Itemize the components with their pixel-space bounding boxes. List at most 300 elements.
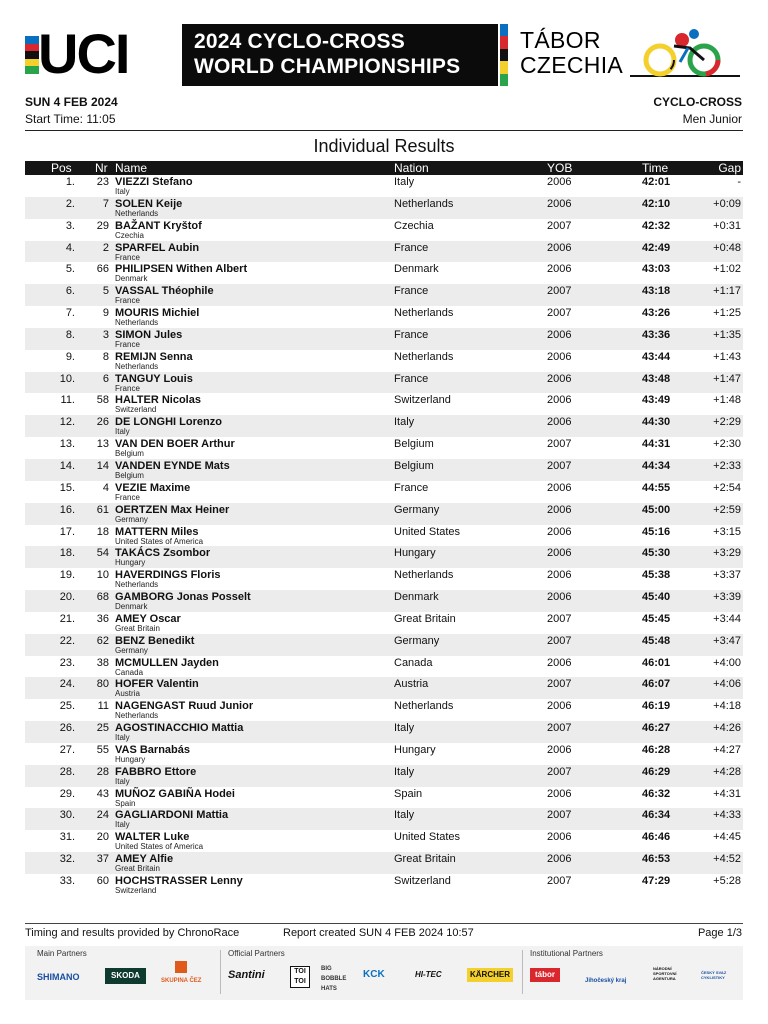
host-location (520, 28, 623, 78)
partners-strip (25, 946, 743, 1000)
rider-gap: +1:17 (713, 285, 741, 298)
rider-position: 14. (59, 459, 75, 472)
rider-yob: 2006 (547, 416, 572, 429)
rider-country: Italy (115, 820, 130, 830)
rider-time: 47:29 (642, 875, 671, 887)
rider-yob: 2007 (547, 459, 572, 472)
rider-time: 46:19 (642, 700, 671, 713)
rider-number: 23 (96, 176, 109, 188)
rider-position: 3. (65, 219, 75, 232)
rider-name: SPARFEL Aubin (115, 241, 200, 254)
rider-gap: +3:44 (713, 612, 741, 625)
footer-divider (25, 923, 743, 924)
rider-country: Italy (115, 776, 130, 786)
rider-gap: +0:09 (713, 197, 741, 210)
rider-gap: +2:33 (713, 459, 741, 472)
partner-logo-shimano: SHIMANO (37, 972, 80, 982)
rider-number: 20 (96, 831, 109, 844)
rider-position: 22. (59, 634, 75, 647)
rider-number: 6 (102, 372, 109, 385)
rider-country: Netherlands (115, 711, 159, 721)
table-row (25, 743, 743, 765)
partner-logo-hitec: HI-TEC (415, 970, 442, 979)
table-row (25, 852, 743, 874)
rider-position: 30. (59, 809, 75, 822)
rider-position: 12. (59, 416, 75, 429)
table-header (25, 161, 743, 175)
rider-time: 46:27 (642, 722, 671, 735)
rider-nation: France (394, 328, 429, 341)
rider-gap: +3:47 (713, 634, 741, 647)
rider-nation: Spain (394, 787, 423, 800)
rider-position: 10. (59, 372, 75, 385)
rider-yob: 2006 (547, 263, 572, 276)
rider-name: SIMON Jules (115, 328, 183, 341)
rider-number: 24 (96, 809, 109, 822)
rider-position: 32. (59, 853, 75, 866)
rider-number: 9 (102, 307, 109, 320)
rider-name: FABBRO Ettore (115, 765, 197, 778)
rider-name: VANDEN EYNDE Mats (115, 459, 230, 472)
rider-name: TAKÁCS Zsombor (115, 547, 211, 560)
partner-logo-csc: ČESKÝ SVAZ CYKLISTIKY (701, 970, 727, 980)
rider-gap: +2:29 (713, 416, 741, 429)
rider-yob: 2006 (547, 787, 572, 800)
rider-position: 2. (65, 197, 75, 210)
table-row (25, 765, 743, 787)
rider-yob: 2006 (547, 481, 572, 494)
rider-country: France (115, 339, 140, 349)
rider-gap: - (737, 176, 741, 188)
rider-time: 46:53 (642, 853, 671, 866)
rider-time: 45:16 (642, 525, 671, 538)
rider-yob: 2006 (547, 176, 572, 188)
rider-number: 60 (96, 875, 109, 887)
col-header-time: Time (642, 161, 669, 175)
rider-gap: +1:48 (713, 394, 741, 407)
rider-yob: 2007 (547, 285, 572, 298)
rider-number: 62 (96, 634, 109, 647)
event-date: SUN 4 FEB 2024 (25, 95, 118, 109)
event-name-line2: WORLD CHAMPIONSHIPS (194, 55, 461, 78)
rider-nation: Canada (394, 656, 433, 669)
rider-nation: Switzerland (394, 394, 451, 407)
rider-yob: 2006 (547, 743, 572, 756)
rider-gap: +0:48 (713, 241, 741, 254)
rider-nation: France (394, 372, 429, 385)
rider-gap: +4:45 (713, 831, 741, 844)
rider-time: 43:36 (642, 328, 671, 341)
col-header-nr: Nr (95, 161, 108, 175)
rider-nation: Netherlands (394, 307, 454, 320)
rider-position: 31. (59, 831, 75, 844)
rider-nation: Hungary (394, 743, 436, 756)
rider-nation: Belgium (394, 438, 434, 451)
start-time: Start Time: 11:05 (25, 112, 116, 126)
rider-gap: +4:33 (713, 809, 741, 822)
rider-country: Switzerland (115, 886, 157, 895)
rider-name: OERTZEN Max Heiner (115, 503, 230, 516)
rider-country: Belgium (115, 449, 144, 459)
rider-country: Netherlands (115, 361, 159, 371)
table-row (25, 459, 743, 481)
rider-position: 29. (59, 787, 75, 800)
event-name-line1: 2024 CYCLO-CROSS (194, 30, 405, 53)
rider-yob: 2006 (547, 525, 572, 538)
rider-gap: +2:59 (713, 503, 741, 516)
rider-number: 28 (96, 765, 109, 778)
rider-country: Italy (115, 187, 130, 196)
partner-logo-santini: Santini (228, 969, 265, 981)
rider-time: 46:07 (642, 678, 671, 691)
table-row (25, 350, 743, 372)
rider-country: Switzerland (115, 405, 157, 415)
rider-nation: Hungary (394, 547, 436, 560)
rider-yob: 2007 (547, 875, 572, 887)
rider-name: MCMULLEN Jayden (115, 656, 219, 669)
banner-rainbow-bar (500, 24, 508, 86)
rider-time: 46:46 (642, 831, 671, 844)
rider-nation: Netherlands (394, 197, 454, 210)
rider-name: NAGENGAST Ruud Junior (115, 700, 254, 713)
table-row (25, 197, 743, 219)
partner-logo-karcher: KÄRCHER (467, 968, 513, 982)
rider-time: 46:28 (642, 743, 671, 756)
table-row (25, 415, 743, 437)
rider-number: 38 (96, 656, 109, 669)
rider-gap: +4:00 (713, 656, 741, 669)
rider-time: 46:29 (642, 765, 671, 778)
rider-number: 55 (96, 743, 109, 756)
rider-country: Netherlands (115, 208, 159, 218)
table-row (25, 830, 743, 852)
table-row (25, 503, 743, 525)
rider-name: REMIJN Senna (115, 350, 193, 363)
rider-name: MOURIS Michiel (115, 307, 200, 320)
rider-number: 10 (96, 569, 109, 582)
rider-yob: 2006 (547, 372, 572, 385)
rider-position: 7. (65, 307, 75, 320)
rider-time: 43:49 (642, 394, 671, 407)
rider-gap: +4:06 (713, 678, 741, 691)
table-row (25, 372, 743, 394)
partner-logo-toitoi: TOI TOI (290, 966, 310, 988)
rider-number: 11 (97, 700, 109, 713)
rider-position: 4. (65, 241, 75, 254)
rider-country: Czechia (115, 230, 144, 240)
rider-position: 26. (59, 722, 75, 735)
rider-nation: Germany (394, 503, 440, 516)
rider-yob: 2007 (547, 634, 572, 647)
rider-name: HOCHSTRASSER Lenny (115, 875, 243, 887)
table-row (25, 787, 743, 809)
rider-number: 43 (96, 787, 109, 800)
rider-country: Germany (115, 645, 148, 655)
rider-gap: +0:31 (713, 219, 741, 232)
rider-nation: France (394, 285, 429, 298)
discipline: CYCLO-CROSS (653, 95, 742, 109)
rider-gap: +4:27 (713, 743, 741, 756)
rider-yob: 2006 (547, 328, 572, 341)
rider-nation: Great Britain (394, 853, 456, 866)
rider-country: Hungary (115, 558, 146, 568)
rider-nation: Germany (394, 634, 440, 647)
rider-position: 1. (65, 176, 75, 188)
table-row (25, 481, 743, 503)
report-created: Report created SUN 4 FEB 2024 10:57 (283, 927, 474, 939)
rider-nation: Czechia (394, 219, 434, 232)
event-banner (182, 24, 498, 86)
rider-number: 80 (96, 678, 109, 691)
rider-name: BENZ Benedikt (115, 634, 195, 647)
rider-number: 13 (96, 438, 109, 451)
rider-country: Italy (115, 733, 130, 743)
rider-yob: 2007 (547, 307, 572, 320)
rider-country: Italy (115, 427, 130, 437)
rider-country: Germany (115, 514, 148, 524)
rider-number: 66 (96, 263, 109, 276)
rider-position: 18. (59, 547, 75, 560)
partner-logo-big-bobble: BIG BOBBLE HATS (321, 966, 347, 992)
rider-name: VASSAL Théophile (115, 285, 214, 298)
rider-country: Netherlands (115, 580, 159, 590)
rider-time: 43:44 (642, 350, 671, 363)
rider-name: WALTER Luke (115, 831, 190, 844)
rider-nation: France (394, 481, 429, 494)
rider-country: Netherlands (115, 318, 159, 328)
rider-position: 27. (59, 743, 75, 756)
rider-number: 37 (96, 853, 109, 866)
rider-name: VAN DEN BOER Arthur (115, 438, 235, 451)
rider-gap: +1:35 (713, 328, 741, 341)
results-table (25, 175, 743, 896)
rider-nation: Austria (394, 678, 429, 691)
rider-time: 44:31 (642, 438, 671, 451)
uci-logo: UCI (38, 22, 129, 85)
rider-number: 3 (102, 328, 109, 341)
rider-yob: 2007 (547, 722, 572, 735)
rider-name: AMEY Oscar (115, 612, 181, 625)
rider-nation: Italy (394, 416, 415, 429)
rider-position: 5. (65, 263, 75, 276)
rider-gap: +2:30 (713, 438, 741, 451)
rider-time: 43:18 (642, 285, 671, 298)
rider-gap: +3:15 (713, 525, 741, 538)
header-divider (25, 130, 743, 131)
rider-yob: 2006 (547, 569, 572, 582)
rider-time: 46:32 (642, 787, 671, 800)
rider-number: 4 (102, 481, 109, 494)
rider-position: 21. (59, 612, 75, 625)
rider-name: AGOSTINACCHIO Mattia (115, 722, 244, 735)
rider-time: 43:03 (642, 263, 671, 276)
table-row (25, 612, 743, 634)
rider-number: 2 (102, 241, 109, 254)
partner-logo-cez: SKUPINA ČEZ (161, 978, 202, 984)
rider-name: BAŽANT Kryštof (115, 219, 202, 232)
col-header-pos: Pos (51, 161, 72, 175)
rider-position: 28. (59, 765, 75, 778)
rider-country: Spain (115, 798, 136, 808)
rider-yob: 2006 (547, 547, 572, 560)
cez-icon (175, 961, 187, 973)
table-row (25, 393, 743, 415)
table-row (25, 808, 743, 830)
rider-time: 44:34 (642, 459, 671, 472)
rider-position: 23. (59, 656, 75, 669)
rider-gap: +4:26 (713, 722, 741, 735)
rider-gap: +4:31 (713, 787, 741, 800)
rider-position: 17. (59, 525, 75, 538)
rider-position: 15. (59, 481, 75, 494)
col-header-gap: Gap (718, 161, 741, 175)
rider-country: Denmark (115, 602, 148, 612)
rider-nation: United States (394, 831, 461, 844)
table-row (25, 590, 743, 612)
rider-nation: Netherlands (394, 569, 454, 582)
rider-time: 42:10 (642, 197, 671, 210)
table-row (25, 328, 743, 350)
rider-position: 11. (60, 394, 75, 407)
rider-nation: Denmark (394, 591, 439, 604)
rider-number: 36 (96, 612, 109, 625)
rider-yob: 2006 (547, 591, 572, 604)
rider-gap: +4:18 (713, 700, 741, 713)
table-row (25, 568, 743, 590)
rider-time: 45:38 (642, 569, 671, 582)
official-partners-label: Official Partners (228, 949, 285, 958)
rider-time: 46:01 (642, 656, 671, 669)
rider-name: HALTER Nicolas (115, 394, 201, 407)
rider-time: 43:48 (642, 372, 671, 385)
rider-yob: 2007 (547, 612, 572, 625)
rider-yob: 2006 (547, 350, 572, 363)
rider-time: 45:40 (642, 591, 671, 604)
rider-yob: 2007 (547, 678, 572, 691)
rider-nation: Belgium (394, 459, 434, 472)
rider-time: 46:34 (642, 809, 671, 822)
rider-name: VIEZZI Stefano (115, 176, 193, 188)
partner-logo-tabor: tábor (530, 968, 560, 982)
rider-time: 42:32 (642, 219, 671, 232)
rider-number: 18 (96, 525, 109, 538)
rider-yob: 2006 (547, 700, 572, 713)
rider-name: SOLEN Keije (115, 197, 183, 210)
rider-yob: 2006 (547, 831, 572, 844)
rider-gap: +4:52 (713, 853, 741, 866)
partners-divider (522, 950, 523, 994)
rider-yob: 2007 (547, 765, 572, 778)
page-title: Individual Results (313, 136, 455, 156)
institutional-partners-label: Institutional Partners (530, 949, 603, 958)
rider-gap: +3:29 (713, 547, 741, 560)
rider-time: 45:00 (642, 503, 671, 516)
table-row (25, 634, 743, 656)
rider-gap: +1:47 (713, 372, 741, 385)
page-header (0, 0, 768, 92)
rider-yob: 2006 (547, 197, 572, 210)
rider-position: 16. (59, 503, 75, 516)
table-row (25, 874, 743, 896)
partners-divider (220, 950, 221, 994)
table-row (25, 656, 743, 678)
rider-nation: United States (394, 525, 461, 538)
rider-number: 8 (102, 350, 109, 363)
table-row (25, 306, 743, 328)
rider-position: 8. (65, 328, 75, 341)
host-city: TÁBOR (520, 27, 601, 53)
rider-position: 20. (59, 591, 75, 604)
table-row (25, 721, 743, 743)
table-row (25, 241, 743, 263)
rider-gap: +2:54 (713, 481, 741, 494)
rider-yob: 2007 (547, 809, 572, 822)
table-row (25, 262, 743, 284)
rider-country: France (115, 296, 140, 306)
rider-name: GAMBORG Jonas Posselt (115, 591, 251, 604)
rider-number: 26 (96, 416, 109, 429)
col-header-name: Name (115, 161, 148, 175)
rider-nation: Netherlands (394, 700, 454, 713)
rider-number: 29 (96, 219, 109, 232)
rider-position: 19. (59, 569, 75, 582)
table-row (25, 546, 743, 568)
rider-yob: 2006 (547, 503, 572, 516)
rider-position: 33. (59, 875, 75, 887)
rider-time: 44:30 (642, 416, 671, 429)
rider-number: 61 (96, 503, 109, 516)
rider-nation: Switzerland (394, 875, 451, 887)
col-header-yob: YOB (547, 161, 573, 175)
rider-name: MATTERN Miles (115, 525, 199, 538)
rider-time: 42:49 (642, 241, 671, 254)
table-row (25, 219, 743, 241)
rider-gap: +3:39 (713, 591, 741, 604)
rider-name: MUÑOZ GABIÑA Hodei (115, 787, 235, 800)
rider-gap: +1:25 (713, 307, 741, 320)
rider-country: Canada (115, 667, 144, 677)
race-category: Men Junior (682, 112, 742, 126)
rider-nation: Italy (394, 176, 415, 188)
rider-time: 45:48 (642, 634, 671, 647)
uci-rainbow-stripes (25, 36, 39, 74)
table-row (25, 175, 743, 197)
rider-country: Belgium (115, 470, 144, 480)
rider-number: 5 (102, 285, 109, 298)
rider-country: Great Britain (115, 864, 160, 874)
rider-name: TANGUY Louis (115, 372, 193, 385)
table-row (25, 699, 743, 721)
rider-nation: France (394, 241, 429, 254)
partner-logo-skoda: SKODA (105, 968, 146, 984)
rider-yob: 2006 (547, 656, 572, 669)
rider-nation: Italy (394, 765, 415, 778)
table-row (25, 677, 743, 699)
rider-time: 43:26 (642, 307, 671, 320)
rider-country: France (115, 383, 140, 393)
rider-name: HAVERDINGS Floris (115, 569, 221, 582)
rider-nation: Italy (394, 809, 415, 822)
rider-number: 54 (96, 547, 109, 560)
main-partners-label: Main Partners (37, 949, 87, 958)
rider-yob: 2006 (547, 853, 572, 866)
rider-position: 24. (59, 678, 75, 691)
rider-time: 42:01 (642, 176, 671, 188)
col-header-nation: Nation (394, 161, 429, 175)
rider-country: Great Britain (115, 623, 160, 633)
rider-gap: +5:28 (713, 875, 741, 887)
rider-yob: 2007 (547, 438, 572, 451)
